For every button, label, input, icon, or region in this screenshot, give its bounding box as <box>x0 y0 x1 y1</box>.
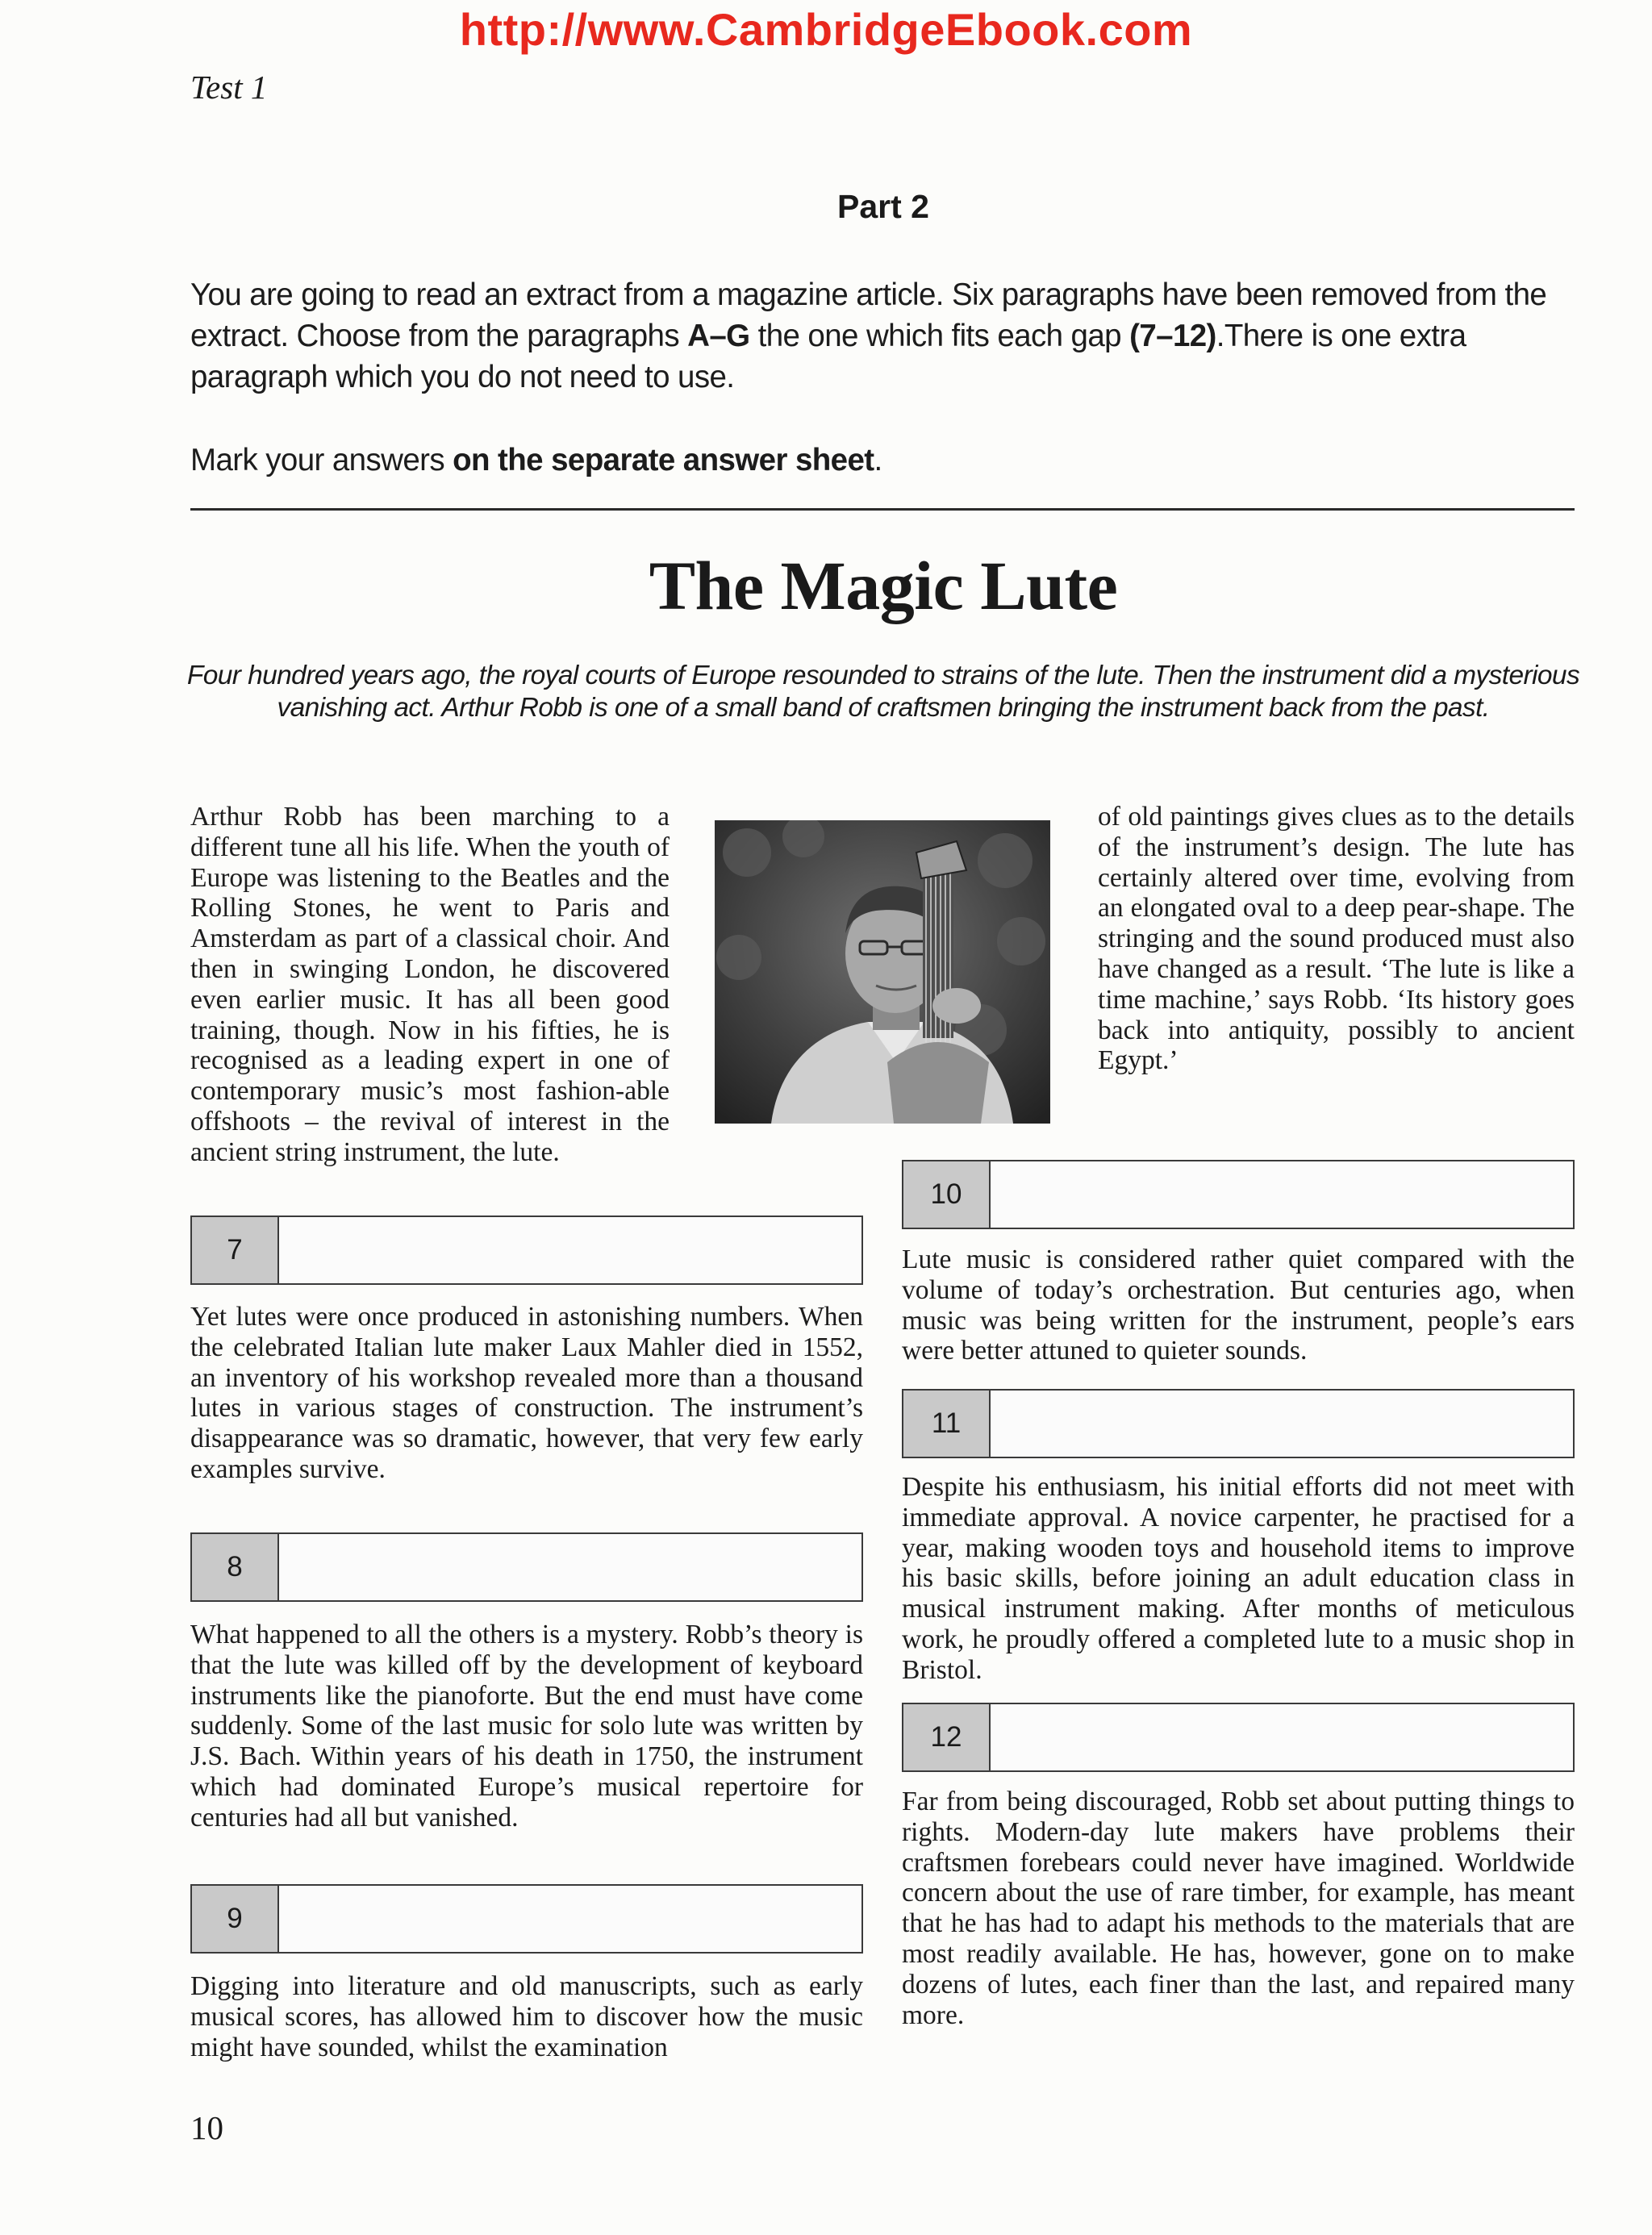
gap-number: 10 <box>903 1161 991 1228</box>
instructions-gap-range: (7–12) <box>1129 319 1216 353</box>
mark-answers-end: . <box>874 443 882 477</box>
article-paragraph-efforts: Despite his enthusiasm, his initial efforts did not meet with immediate approval. A novice carpenter, he practised for a year, making wooden toys and household items to improve his basic skills, before joining an adult education class in musical instrument making. After months of meticulous work, he proudly offered a completed lute to a music shop in Bristol. <box>902 1472 1575 1685</box>
article-title: The Magic Lute <box>649 547 1118 624</box>
gap-number: 12 <box>903 1704 991 1770</box>
section-divider <box>190 508 1575 511</box>
answer-gap-11 <box>902 1389 1575 1458</box>
article-paragraph-volume: Lute music is considered rather quiet compared with the volume of today’s orchestration. But centuries ago, when music was being written for the instrument, people’s ears were better attuned to quieter sounds. <box>902 1245 1575 1366</box>
instructions-text-2: the one which fits each gap <box>749 319 1130 353</box>
instructions-paragraph-range: A–G <box>687 319 750 353</box>
gap-number: 11 <box>903 1391 991 1457</box>
answer-gap-12 <box>902 1703 1575 1772</box>
answer-gap-8 <box>190 1532 863 1602</box>
answer-sheet-emphasis: on the separate answer sheet <box>453 443 874 477</box>
mark-answers-text: Mark your answers <box>190 443 453 477</box>
arthur-robb-photo <box>715 820 1050 1124</box>
gap-number: 9 <box>192 1886 279 1952</box>
article-paragraph-modern-makers: Far from being discouraged, Robb set about putting things to rights. Modern-day lute makers have problems their craftsmen forebears could never have imagined. Worldwide concern about the use of rare timber, for example, has meant that he has had to adapt his methods to the materials that are most readily available. He has, however, gone on to make dozens of lutes, each finer than the last, and repaired many more. <box>902 1787 1575 2030</box>
article-paragraph-intro: Arthur Robb has been marching to a different tune all his life. When the youth of Europe was listening to the Beatles and the Rolling Stones, he went to Paris and Amsterdam as part of a classical choir. And then in swinging London, he discovered even earlier music. It has all been good training, though. Now in his fifties, he is recognised as a leading expert in one of contemporary music’s most fashion-able offshoots – the revival of interest in the ancient string instrument, the lute. <box>190 802 670 1167</box>
article-standfirst: Four hundred years ago, the royal courts of Europe resounded to strains of the lute. Then the instrument did a mysterious vanishing act. Arthur Robb is one of a small band of craftsmen bringing the instrument back from the past. <box>186 661 1580 723</box>
article-paragraph-research: Digging into literature and old manuscripts, such as early musical scores, has allowed him to discover how the music might have sounded, whilst the examination <box>190 1971 863 2062</box>
article-paragraph-history: of old paintings gives clues as to the details of the instrument’s design. The lute has certainly altered over time, evolving from an elongated oval to a deep pear-shape. The stringing and the sound produced must also have changed as a result. ‘The lute is like a time machine,’ says Robb. ‘Its history goes back into antiquity, possibly to ancient Egypt.’ <box>1098 802 1575 1076</box>
source-url-watermark: http://www.CambridgeEbook.com <box>459 4 1193 55</box>
part-heading: Part 2 <box>837 188 929 225</box>
answer-gap-7 <box>190 1215 863 1285</box>
gap-number: 7 <box>192 1217 279 1283</box>
running-head: Test 1 <box>190 69 268 106</box>
gap-number: 8 <box>192 1534 279 1600</box>
mark-answers-instruction <box>190 440 1575 481</box>
article-paragraph-production: Yet lutes were once produced in astonishing numbers. When the celebrated Italian lute maker Laux Mahler died in 1552, an inventory of his workshop revealed more than a thousand lutes in various stages of construction. The instrument’s disappearance was so dramatic, however, that very few early examples survive. <box>190 1302 863 1484</box>
instructions-text-3: .There is one extra paragraph which you do not need to use. <box>190 319 1466 394</box>
task-instructions <box>190 274 1575 398</box>
page-number: 10 <box>190 2109 223 2146</box>
answer-gap-10 <box>902 1160 1575 1229</box>
photo-illustration <box>715 820 1050 1124</box>
instructions-text-1: You are going to read an extract from a magazine article. Six paragraphs have been removed from the extract. Choose from the paragraphs <box>190 277 1547 353</box>
article-paragraph-mystery: What happened to all the others is a mystery. Robb’s theory is that the lute was killed off by the development of keyboard instruments like the pianoforte. But the end must have come suddenly. Some of the last music for solo lute was written by J.S. Bach. Within years of his death in 1750, the instrument which had dominated Europe’s musical repertoire for centuries had all but vanished. <box>190 1620 863 1833</box>
answer-gap-9 <box>190 1884 863 1954</box>
